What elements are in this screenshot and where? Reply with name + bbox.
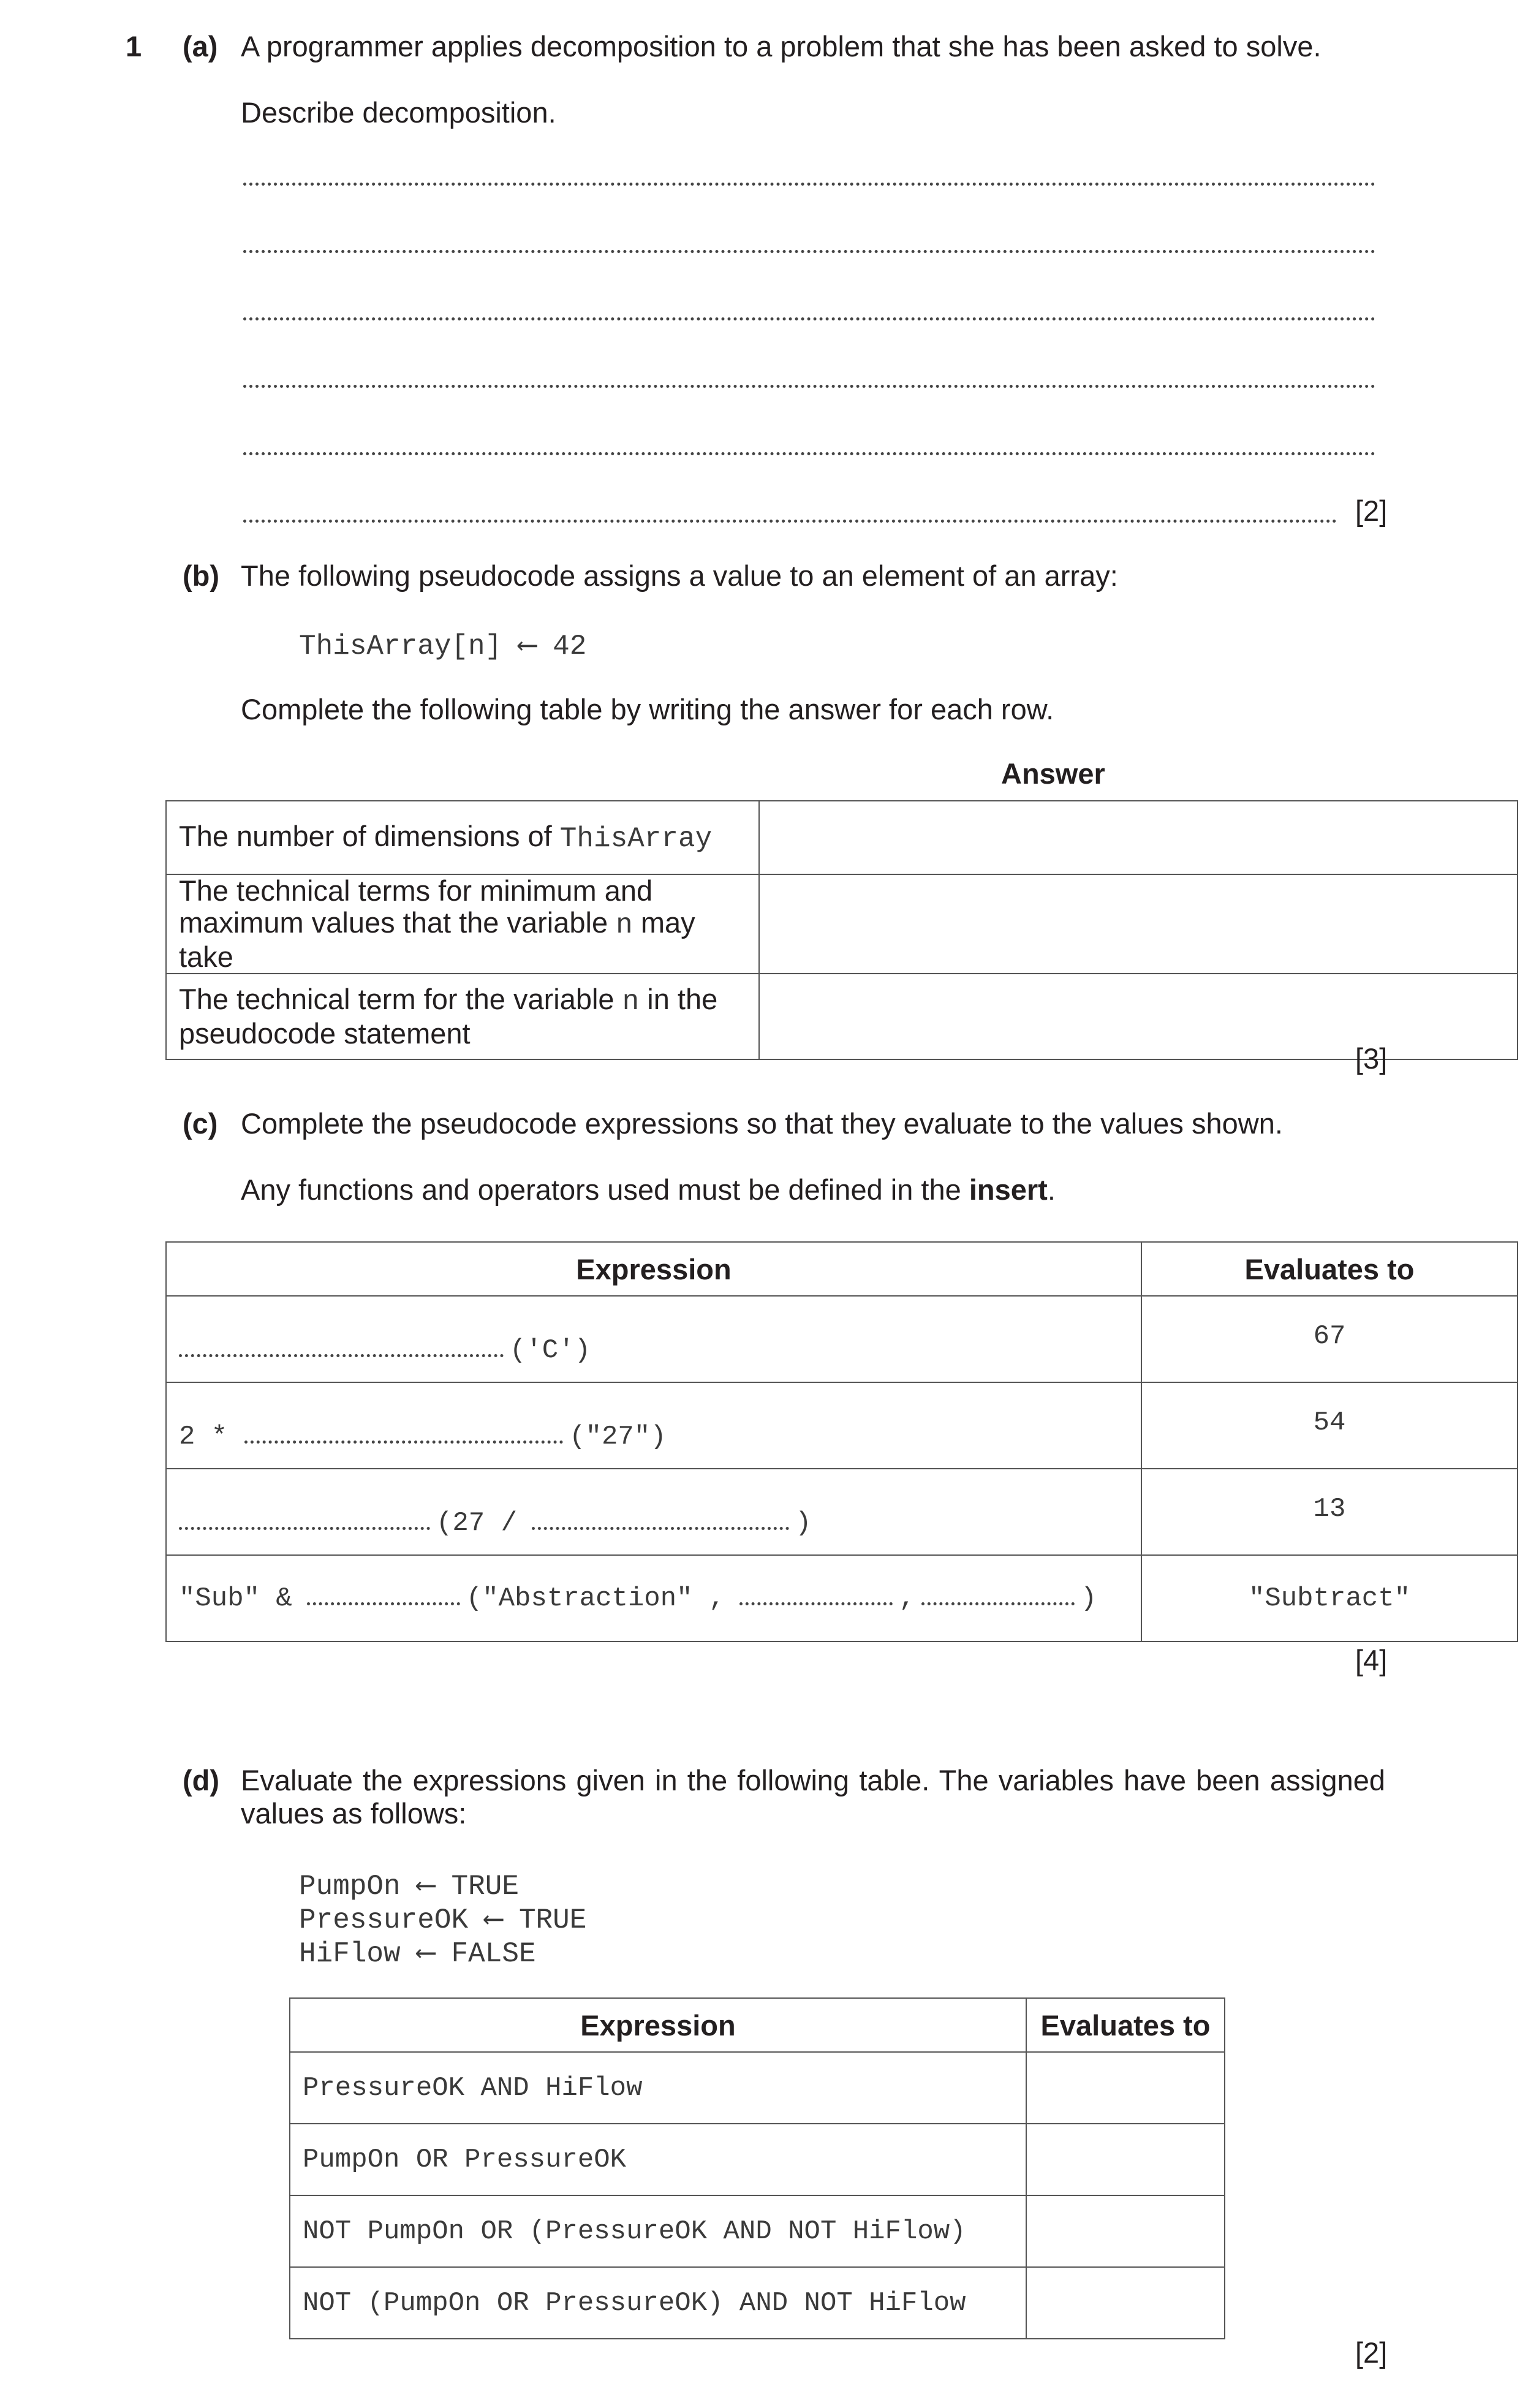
answer-cell[interactable] xyxy=(759,801,1518,874)
expression-cell: NOT PumpOn OR (PressureOK AND NOT HiFlow) xyxy=(290,2195,1026,2267)
answer-line-6[interactable] xyxy=(243,520,1337,523)
assignment-1: PumpOn ⟵ TRUE xyxy=(299,1871,519,1903)
table-row xyxy=(290,2195,1225,2267)
blank[interactable] xyxy=(921,1602,1075,1605)
answer-line-5[interactable] xyxy=(243,452,1375,455)
part-c-marks: [4] xyxy=(1355,1644,1388,1676)
part-c-text: Complete the pseudocode expressions so that they evaluate to the values shown. xyxy=(241,1107,1283,1140)
part-b-code: ThisArray[n] ⟵ 42 xyxy=(299,630,587,662)
question-cell: The number of dimensions of ThisArray xyxy=(166,801,759,874)
part-a-marks: [2] xyxy=(1355,494,1388,527)
expression-cell: (27 / ) xyxy=(166,1469,1141,1555)
table-row xyxy=(290,2267,1225,2339)
table-row xyxy=(166,974,1518,1059)
answer-cell[interactable] xyxy=(759,974,1518,1059)
table-row xyxy=(290,2052,1225,2124)
answer-header: Answer xyxy=(1001,757,1105,790)
blank[interactable] xyxy=(532,1527,789,1530)
expression-header: Expression xyxy=(290,1998,1026,2052)
expression-cell: "Sub" & ("Abstraction" , , ) xyxy=(166,1555,1141,1641)
value-cell: 13 xyxy=(1141,1469,1518,1555)
question-number: 1 xyxy=(126,30,142,62)
answer-line-1[interactable] xyxy=(243,183,1375,186)
evaluates-header: Evaluates to xyxy=(1141,1242,1518,1296)
assignment-2: PressureOK ⟵ TRUE xyxy=(299,1904,587,1936)
expression-cell: PumpOn OR PressureOK xyxy=(290,2124,1026,2195)
answer-line-3[interactable] xyxy=(243,317,1375,320)
blank[interactable] xyxy=(307,1602,460,1605)
value-cell: 67 xyxy=(1141,1296,1518,1382)
table-header-row xyxy=(290,1998,1225,2052)
expression-cell: ('C') xyxy=(166,1296,1141,1382)
assignment-3: HiFlow ⟵ FALSE xyxy=(299,1938,536,1970)
part-b-marks: [3] xyxy=(1355,1042,1388,1075)
part-b-table xyxy=(165,800,1518,1060)
blank[interactable] xyxy=(179,1354,504,1357)
part-c-label: (c) xyxy=(183,1107,218,1140)
table-row xyxy=(166,1555,1518,1641)
answer-cell[interactable] xyxy=(1026,2195,1225,2267)
part-d-table xyxy=(289,1997,1225,2339)
table-row xyxy=(290,2124,1225,2195)
part-d-text-line2: values as follows: xyxy=(241,1797,467,1830)
table-row xyxy=(166,1469,1518,1555)
blank[interactable] xyxy=(244,1441,563,1444)
part-a-text: A programmer applies decomposition to a problem that she has been asked to solve. xyxy=(241,30,1321,62)
blank[interactable] xyxy=(179,1527,430,1530)
expression-cell: NOT (PumpOn OR PressureOK) AND NOT HiFlow xyxy=(290,2267,1026,2339)
value-cell: "Subtract" xyxy=(1141,1555,1518,1641)
part-b-instruction: Complete the following table by writing the answer for each row. xyxy=(241,693,1054,725)
answer-line-2[interactable] xyxy=(243,250,1375,253)
table-row xyxy=(166,874,1518,974)
part-c-table xyxy=(165,1241,1518,1642)
question-cell: The technical terms for minimum and maximum values that the variable n may take xyxy=(166,874,759,974)
expression-cell: PressureOK AND HiFlow xyxy=(290,2052,1026,2124)
answer-line-4[interactable] xyxy=(243,385,1375,388)
answer-cell[interactable] xyxy=(1026,2267,1225,2339)
expression-cell: 2 * ("27") xyxy=(166,1382,1141,1469)
part-b-label: (b) xyxy=(183,559,220,592)
table-row xyxy=(166,1296,1518,1382)
part-d-text-line1: Evaluate the expressions given in the following table. The variables have been assigned xyxy=(241,1764,1385,1797)
part-a-label: (a) xyxy=(183,30,218,62)
answer-cell[interactable] xyxy=(1026,2052,1225,2124)
blank[interactable] xyxy=(739,1602,893,1605)
table-header-row xyxy=(166,1242,1518,1296)
part-b-text: The following pseudocode assigns a value to an element of an array: xyxy=(241,559,1118,592)
part-d-marks: [2] xyxy=(1355,2336,1388,2369)
answer-cell[interactable] xyxy=(1026,2124,1225,2195)
question-cell: The technical term for the variable n in the pseudocode statement xyxy=(166,974,759,1059)
part-a-instruction: Describe decomposition. xyxy=(241,96,556,129)
evaluates-header: Evaluates to xyxy=(1026,1998,1225,2052)
part-d-label: (d) xyxy=(183,1764,220,1797)
table-row xyxy=(166,801,1518,874)
answer-cell[interactable] xyxy=(759,874,1518,974)
part-c-instruction: Any functions and operators used must be defined in the insert. xyxy=(241,1173,1056,1206)
table-row xyxy=(166,1382,1518,1469)
value-cell: 54 xyxy=(1141,1382,1518,1469)
expression-header: Expression xyxy=(166,1242,1141,1296)
